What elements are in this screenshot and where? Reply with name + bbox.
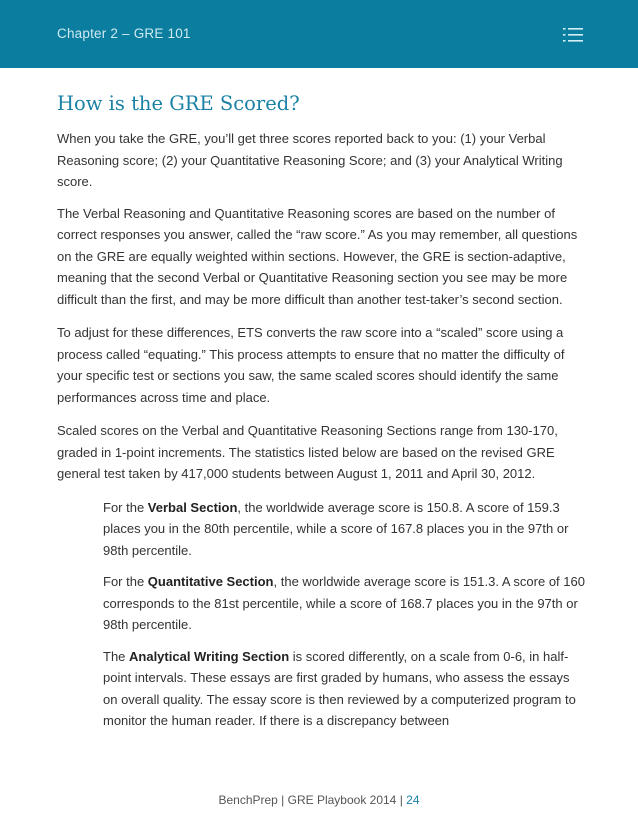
list-menu-icon[interactable] [563, 27, 583, 43]
verbal-section-item: For the Verbal Section, the worldwide average score is 150.8. A score of 159.3 places you in the 80th percentile, while a score of 167.8 places you in the 97th or 98th percentile. [103, 499, 569, 558]
page-number: 24 [406, 793, 420, 807]
paragraph-equating: To adjust for these differences, ETS converts the raw score into a “scaled” score using a process called “equating.” This process attempts to ensure that no matter the difficulty of your specific test or sections you saw, the same scaled scores should identify the same performances across time and place. [57, 325, 565, 405]
section-heading: How is the GRE Scored? [57, 92, 300, 115]
chapter-title: Chapter 2 – GRE 101 [57, 26, 191, 41]
paragraph-intro: When you take the GRE, you’ll get three scores reported back to you: (1) your Verbal Reasoning score; (2) your Quantitative Reasoning Score; and (3) your Analytical Writing score. [57, 131, 563, 189]
quantitative-section-label: Quantitative Section [147, 574, 274, 589]
footer-text: BenchPrep | GRE Playbook 2014 | [218, 793, 407, 807]
page-body [57, 92, 585, 742]
analytical-writing-section-item: The Analytical Writing Section is scored differently, on a scale from 0-6, in half-point intervals. These essays are first graded by humans, who assess the essays on overall quality. The essay score is then reviewed by a computerized program to monitor the human reader. If there is a discrepancy between [103, 648, 576, 728]
paragraph-scaled-scores: Scaled scores on the Verbal and Quantitative Reasoning Sections range from 130-170, graded in 1-point increments. The statistics listed below are based on the revised GRE general test taken by 417,000 students between August 1, 2011 and April 30, 2012. [57, 423, 558, 481]
page-footer [0, 793, 638, 807]
section-score-list [103, 497, 587, 732]
verbal-section-label: Verbal Section [147, 499, 238, 515]
quantitative-section-item: For the Quantitative Section, the worldwide average score is 151.3. A score of 160 corresponds to the 81st percentile, while a score of 168.7 places you in the 97th or 98th percentile. [103, 574, 585, 632]
chapter-header-bar [0, 0, 638, 68]
analytical-writing-section-label: Analytical Writing Section [129, 648, 290, 664]
paragraph-raw-score: The Verbal Reasoning and Quantitative Reasoning scores are based on the number of correct responses you answer, called the “raw score.” As you may remember, all questions on the GRE are equally weighted within sections. However, the GRE is section-adaptive, meaning that the second Verbal or Quantitative Reasoning section you see may be more difficult than the first, and may be more difficult than another test-taker’s second section. [57, 205, 578, 307]
